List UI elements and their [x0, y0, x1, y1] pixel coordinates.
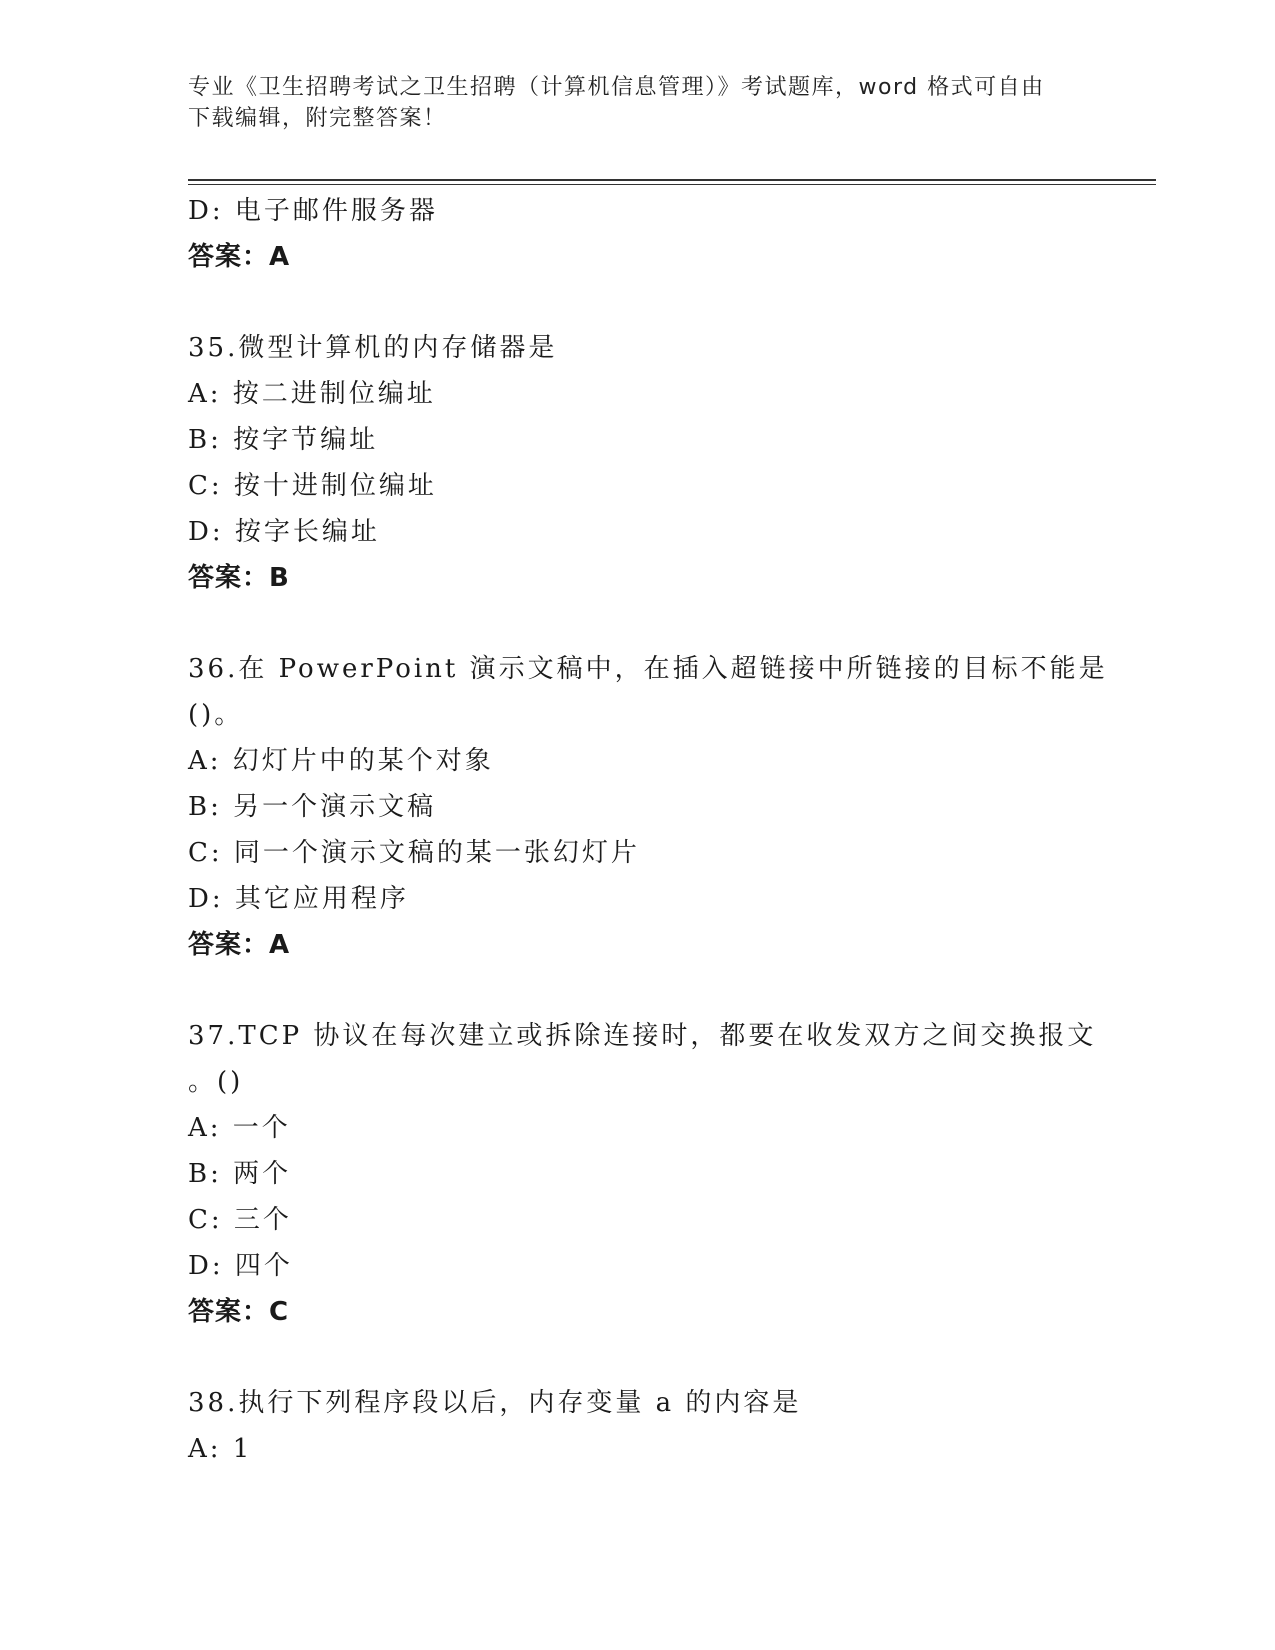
option-b: B: 按字节编址: [188, 425, 379, 455]
option-d: D: 电子邮件服务器: [188, 196, 438, 226]
question-stem-continued: 。(): [188, 1067, 244, 1097]
option-c: C: 同一个演示文稿的某一张幻灯片: [188, 838, 640, 868]
prev-question-tail: [188, 188, 1088, 280]
spacer: [188, 601, 1088, 646]
option-a: A: 按二进制位编址: [188, 379, 436, 409]
answer-line: 答案：A: [188, 930, 291, 960]
option-c: C: 三个: [188, 1205, 292, 1235]
spacer: [188, 1335, 1088, 1380]
spacer: [188, 968, 1088, 1013]
question-stem: 36.在 PowerPoint 演示文稿中，在插入超链接中所链接的目标不能是: [188, 654, 1108, 684]
question-stem: 37.TCP 协议在每次建立或拆除连接时，都要在收发双方之间交换报文: [188, 1021, 1097, 1051]
header-rule-thin: [188, 184, 1156, 185]
option-b: B: 另一个演示文稿: [188, 792, 437, 822]
answer-line: 答案：C: [188, 1297, 290, 1327]
question-stem: 35.微型计算机的内存储器是: [188, 333, 558, 363]
question-38: [188, 1380, 1088, 1472]
option-d: D: 按字长编址: [188, 517, 380, 547]
answer-line: 答案：A: [188, 242, 291, 272]
question-stem-continued: ()。: [188, 700, 244, 730]
header-rule-thick: [188, 179, 1156, 181]
option-c: C: 按十进制位编址: [188, 471, 437, 501]
question-35: [188, 325, 1088, 601]
option-d: D: 其它应用程序: [188, 884, 409, 914]
option-a: A: 一个: [188, 1113, 291, 1143]
option-d: D: 四个: [188, 1251, 293, 1281]
question-content: [188, 188, 1108, 1472]
document-header: 专业《卫生招聘考试之卫生招聘（计算机信息管理）》考试题库，word 格式可自由下载编辑，附完整答案！: [188, 75, 1045, 131]
spacer: [188, 280, 1088, 325]
question-36: [188, 646, 1108, 968]
option-a: A: 幻灯片中的某个对象: [188, 746, 494, 776]
question-37: [188, 1013, 1097, 1335]
option-b: B: 两个: [188, 1159, 292, 1189]
option-a: A: 1: [188, 1434, 253, 1464]
answer-line: 答案：B: [188, 563, 290, 593]
question-stem: 38.执行下列程序段以后，内存变量 a 的内容是: [188, 1388, 802, 1418]
